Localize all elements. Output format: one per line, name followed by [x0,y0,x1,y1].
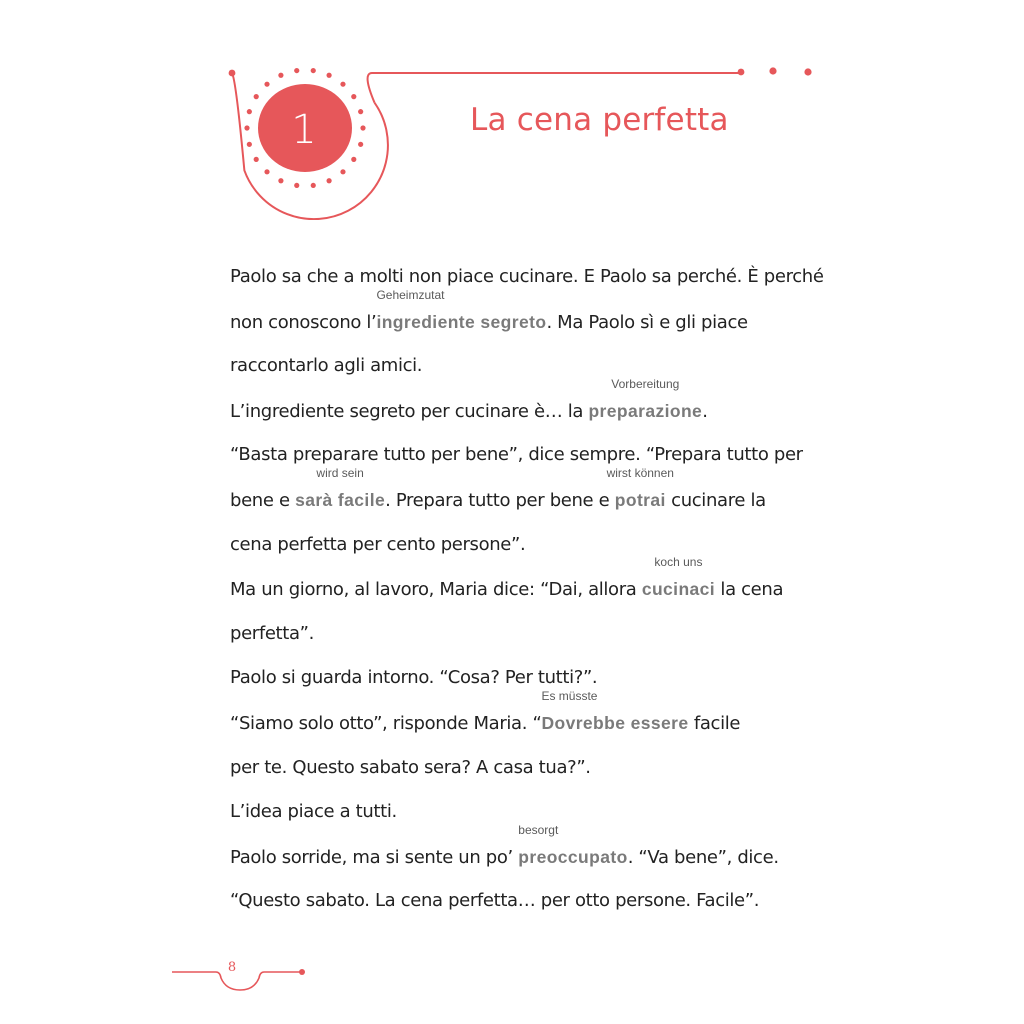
text-line [230,619,790,664]
text-segment: per te. Questo sabato sera? A casa tua?”. [230,756,591,778]
text-segment: . “Va bene”, dice. [627,846,779,868]
gloss-translation: wirst können [606,465,674,480]
text-segment: . Ma Paolo sì e gli piace [546,311,748,333]
text-line [230,262,824,307]
glossed-word [588,376,703,426]
ornament-ring-dot [294,68,299,73]
ornament-ring-dot [351,94,356,99]
gloss-translation: besorgt [518,822,559,837]
ornament-left-dot [229,70,236,77]
glossed-word-text: ingrediente segreto [376,311,547,332]
ornament-ring-dot [326,73,331,78]
page-number: 8 [227,960,237,975]
text-segment: Paolo sa che a molti non piace cucinare. E Paolo sa perché. È perché [230,266,824,287]
text-segment: bene e [230,489,296,511]
page-number-ornament [160,950,320,1000]
text-line [230,555,790,619]
text-line [230,530,790,575]
text-segment: . [702,400,708,422]
text-segment: Paolo sorride, ma si sente un po’ [230,846,519,868]
ornament-ring-dot [278,73,283,78]
text-line [230,351,790,396]
text-segment: “Basta preparare tutto per bene”, dice sempre. “Prepara tutto per [230,444,803,466]
glossed-word-text: preoccupato [518,846,628,867]
text-segment: Ma un giorno, al lavoro, Maria dice: “Dai, allora [230,579,642,601]
text-line [230,465,790,530]
text-line [230,376,790,441]
glossed-word [541,688,689,738]
ornament-ring-dot [247,142,252,147]
ornament-ring-dot [360,125,365,130]
ornament-ring-dot [247,109,252,114]
ornament-ring-dot [351,157,356,162]
glossed-word [641,555,716,604]
text-segment: Paolo si guarda intorno. “Cosa? Per tutti?”. [230,667,598,689]
gloss-translation: Es müsste [541,688,598,703]
gloss-translation: koch uns [654,555,703,570]
glossed-word [376,287,547,337]
text-line [230,663,790,708]
footer-dot [299,969,305,975]
ornament-ring-dot [311,68,316,73]
text-line [230,287,790,352]
glossed-word [606,465,674,515]
text-segment: cena perfetta per cento persone”. [230,533,526,555]
text-segment: . Prepara tutto per bene e [385,489,615,511]
ornament-ring-dot [326,178,331,183]
gloss-translation: Geheimzutat [376,287,445,302]
chapter-title: La cena perfetta [470,102,729,138]
text-segment: perfetta”. [230,622,315,644]
glossed-word [295,465,386,515]
text-line [230,753,790,798]
text-segment: non conoscono l’ [230,311,377,333]
ornament-dot [804,68,811,75]
ornament-top-rule [368,73,740,103]
text-segment: “Questo sabato. La cena perfetta… per otto persone. Facile”. [230,890,760,912]
glossed-word-text: potrai [614,489,666,510]
text-segment: “Siamo solo otto”, risponde Maria. “ [230,712,542,734]
text-line [230,688,790,753]
ornament-ring-dot [358,109,363,114]
ornament-ring-dot [311,183,316,188]
text-line [230,886,790,931]
ornament-ring-dot [358,142,363,147]
glossed-word-text: preparazione [588,400,703,421]
ornament-ring-dot [278,178,283,183]
text-segment: cucinare la [665,489,766,511]
text-line [230,797,790,842]
glossed-word-text: sarà facile [295,489,386,510]
text-segment: facile [688,712,741,734]
ornament-ring-dot [244,125,249,130]
ornament-dot [769,67,776,74]
ornament-rule-end-dot [738,69,745,76]
glossed-word-text: cucinaci [641,579,716,600]
text-segment: raccontarlo agli amici. [230,355,423,377]
text-segment: L’idea piace a tutti. [230,801,397,823]
glossed-word-text: Dovrebbe essere [541,712,689,733]
text-segment: la cena [715,579,784,601]
chapter-number: 1 [291,107,317,153]
ornament-ring-dot [294,183,299,188]
text-segment: L’ingrediente segreto per cucinare è… la [230,400,589,422]
glossed-word [518,822,628,872]
text-line [230,440,803,485]
gloss-translation: wird sein [316,465,364,480]
gloss-translation: Vorbereitung [611,376,680,391]
text-line [230,822,790,887]
story-text [230,262,824,931]
